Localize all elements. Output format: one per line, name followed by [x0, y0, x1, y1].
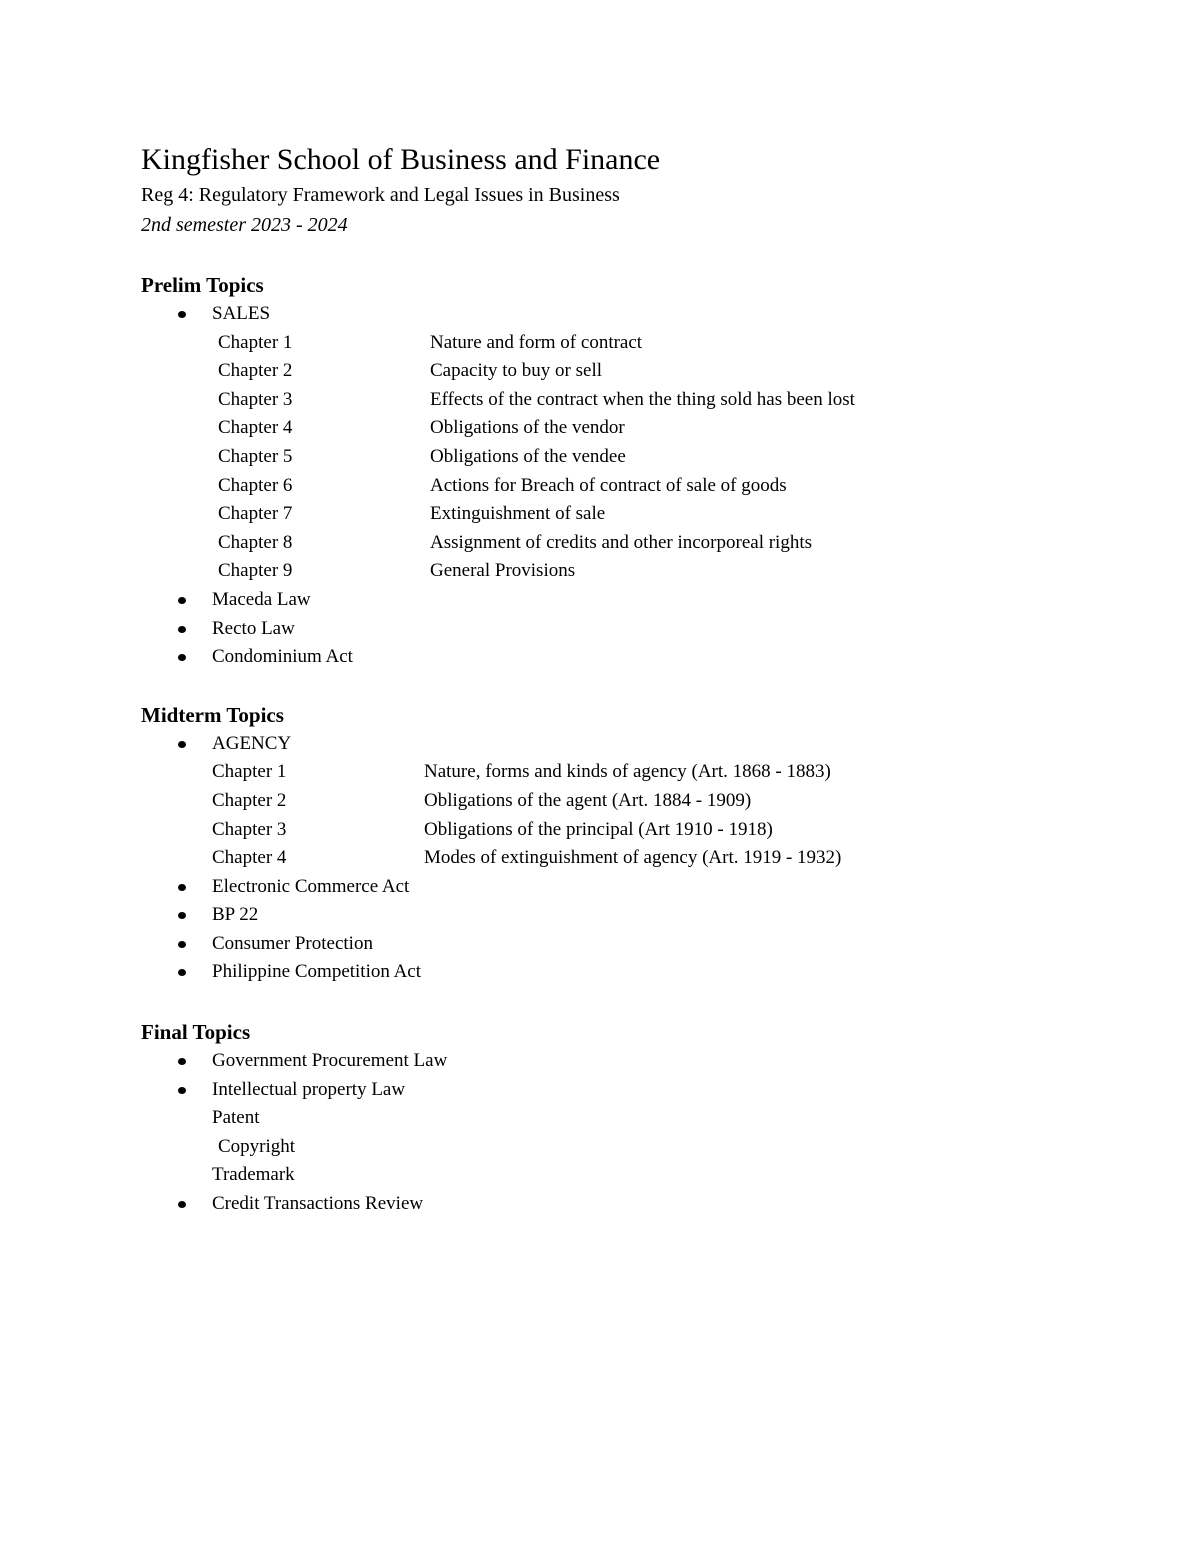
topic-label: Consumer Protection — [212, 932, 373, 954]
topic-label: Government Procurement Law — [212, 1050, 448, 1072]
topic-consumer-protection — [141, 930, 1141, 959]
agency-chapter-list — [141, 758, 1141, 872]
chapter-title: Actions for Breach of contract of sale of goods — [430, 474, 787, 496]
chapter-row — [218, 472, 1141, 501]
topic-label: Maceda Law — [212, 588, 311, 610]
bullet-icon — [178, 1201, 186, 1208]
prelim-topic-list — [141, 300, 1141, 329]
topic-intellectual-property-law — [141, 1076, 1141, 1105]
chapter-row — [218, 443, 1141, 472]
bullet-icon — [178, 311, 186, 318]
semester-line: 2nd semester 2023 - 2024 — [141, 214, 348, 236]
chapter-number: Chapter 1 — [212, 761, 287, 783]
chapter-title: Nature and form of contract — [430, 331, 643, 353]
chapter-row — [212, 758, 1141, 787]
midterm-section — [141, 700, 1141, 987]
final-last-topic — [141, 1190, 1141, 1219]
chapter-row — [218, 529, 1141, 558]
sales-chapter-list — [141, 329, 1141, 586]
topic-label: Condominium Act — [212, 646, 353, 668]
ip-item-copyright: Copyright — [218, 1135, 296, 1157]
final-section — [141, 1017, 1141, 1219]
topic-label: Electronic Commerce Act — [212, 875, 410, 897]
chapter-number: Chapter 5 — [218, 445, 293, 467]
topic-credit-transactions-review — [141, 1190, 1141, 1219]
final-topic-list — [141, 1047, 1141, 1104]
chapter-row — [212, 787, 1141, 816]
chapter-row — [218, 500, 1141, 529]
topic-electronic-commerce-act — [141, 873, 1141, 902]
bullet-icon — [178, 941, 186, 948]
chapter-title: Obligations of the vendor — [430, 417, 625, 439]
chapter-number: Chapter 3 — [218, 388, 293, 410]
topic-label: Philippine Competition Act — [212, 961, 421, 983]
chapter-number: Chapter 9 — [218, 560, 293, 582]
bullet-icon — [178, 626, 186, 633]
topic-label: SALES — [212, 303, 271, 324]
topic-philippine-competition-act — [141, 958, 1141, 987]
topic-bp-22 — [141, 901, 1141, 930]
topic-recto-law — [141, 615, 1141, 644]
chapter-number: Chapter 1 — [218, 331, 293, 353]
chapter-number: Chapter 4 — [212, 847, 287, 869]
ip-item-patent: Patent — [212, 1107, 260, 1129]
chapter-title: Obligations of the principal (Art 1910 - 1918) — [424, 818, 773, 840]
topic-condominium-act — [141, 643, 1141, 672]
prelim-other-topics — [141, 586, 1141, 672]
final-heading: Final Topics — [141, 1020, 251, 1045]
topic-label: Recto Law — [212, 617, 295, 639]
chapter-number: Chapter 3 — [212, 818, 287, 840]
document-page — [141, 140, 1141, 1219]
bullet-icon — [178, 654, 186, 661]
chapter-number: Chapter 2 — [218, 360, 293, 382]
chapter-row — [218, 329, 1141, 358]
chapter-number: Chapter 2 — [212, 789, 287, 811]
prelim-heading: Prelim Topics — [141, 273, 264, 297]
chapter-title: Capacity to buy or sell — [430, 360, 603, 382]
chapter-title: General Provisions — [430, 560, 576, 582]
chapter-title: Modes of extinguishment of agency (Art. 1919 - 1932) — [424, 847, 842, 869]
chapter-row — [218, 414, 1141, 443]
chapter-row — [212, 844, 1141, 873]
chapter-row — [218, 557, 1141, 586]
midterm-topic-list — [141, 730, 1141, 759]
chapter-number: Chapter 8 — [218, 531, 293, 553]
bullet-icon — [178, 597, 186, 604]
chapter-title: Obligations of the vendee — [430, 445, 626, 467]
midterm-other-topics — [141, 873, 1141, 987]
topic-label: Intellectual property Law — [212, 1078, 406, 1100]
topic-sales — [141, 300, 1141, 329]
chapter-number: Chapter 6 — [218, 474, 293, 496]
document-title: Kingfisher School of Business and Finance — [141, 143, 661, 176]
bullet-icon — [178, 1087, 186, 1094]
chapter-row — [212, 816, 1141, 845]
chapter-title: Extinguishment of sale — [430, 503, 606, 525]
prelim-section — [141, 270, 1141, 672]
chapter-title: Effects of the contract when the thing sold has been lost — [430, 388, 855, 410]
topic-maceda-law — [141, 586, 1141, 615]
topic-government-procurement-law — [141, 1047, 1141, 1076]
topic-label: Credit Transactions Review — [212, 1193, 424, 1215]
bullet-icon — [178, 1058, 186, 1065]
chapter-title: Assignment of credits and other incorporeal rights — [430, 531, 813, 553]
course-title: Reg 4: Regulatory Framework and Legal Issues in Business — [141, 184, 620, 206]
bullet-icon — [178, 741, 186, 748]
topic-agency — [141, 730, 1141, 759]
bullet-icon — [178, 969, 186, 976]
topic-label: AGENCY — [212, 732, 292, 754]
chapter-row — [218, 357, 1141, 386]
bullet-icon — [178, 912, 186, 919]
topic-label: BP 22 — [212, 904, 259, 926]
ip-item-trademark: Trademark — [212, 1164, 295, 1186]
chapter-number: Chapter 4 — [218, 417, 293, 439]
chapter-row — [218, 386, 1141, 415]
chapter-title: Obligations of the agent (Art. 1884 - 1909) — [424, 789, 752, 811]
chapter-number: Chapter 7 — [218, 503, 293, 525]
chapter-title: Nature, forms and kinds of agency (Art. 1868 - 1883) — [424, 761, 831, 783]
midterm-heading: Midterm Topics — [141, 702, 284, 727]
bullet-icon — [178, 884, 186, 891]
